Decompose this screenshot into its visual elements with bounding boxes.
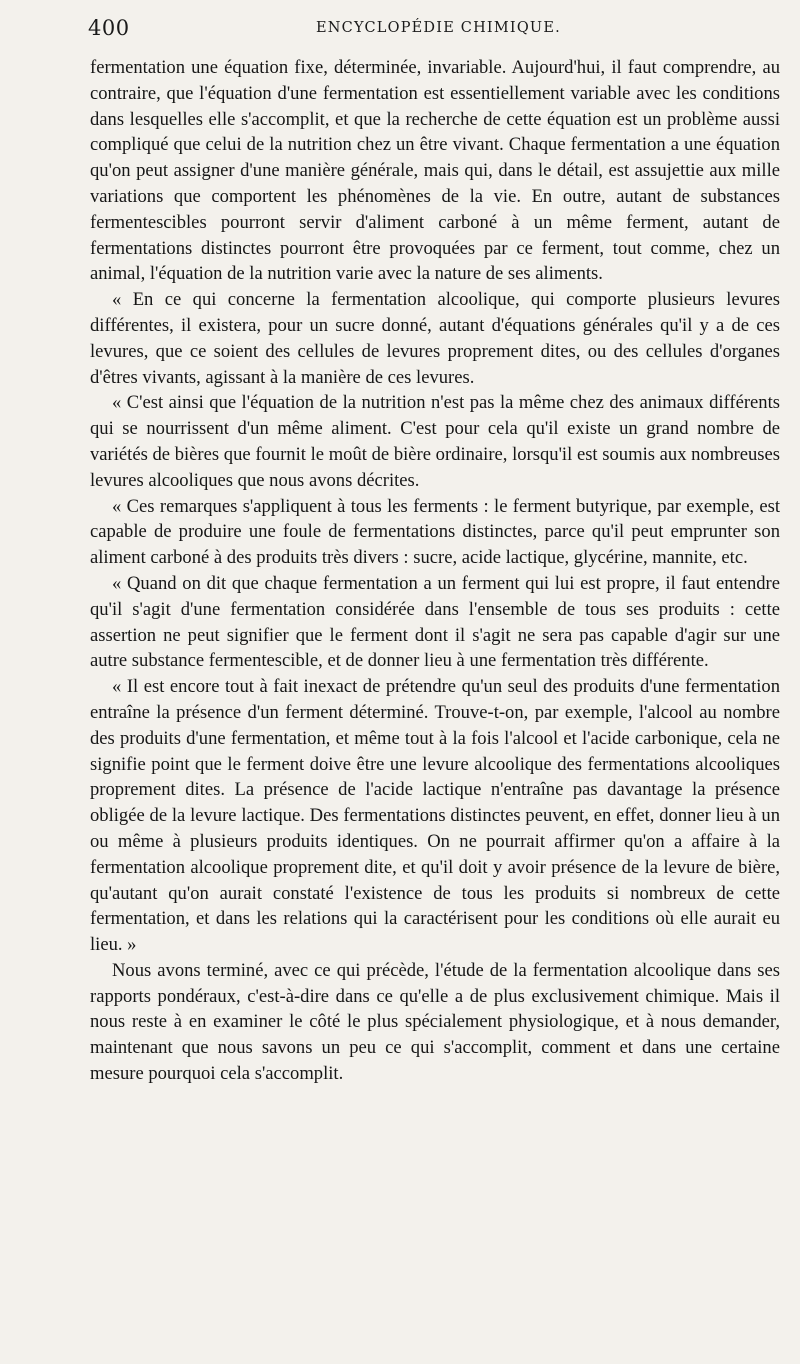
paragraph-continuation: fermentation une équation fixe, déterminée, invariable. Aujourd'hui, il faut comprendre, au contraire, que l'équation d'une fermentation est essentiellement variable avec les conditions dans lesquelles elle s'accomplit, et que la recherche de cette équation est un problème aussi compliqué que celui de la nutrition chez un être vivant. Chaque fermentation a une équation qu'on peut assigner d'une manière générale, mais qui, dans le détail, est assujettie aux mille variations que comportent les phénomènes de la vie. En outre, autant de substances fermentescibles pourront servir d'aliment carboné à un même ferment, autant de fermentations distinctes pourront être provoquées par ce ferment, tout comme, chez un animal, l'équation de la nutrition varie avec la nature de ses aliments. (90, 57, 780, 285)
paragraph-alcoholic-fermentation: « En ce qui concerne la fermentation alcoolique, qui comporte plusieurs levures différentes, il existera, pour un sucre donné, autant d'équations générales qu'il y a de ces levures, que ce soient des cellules de levures proprement dites, ou des cellules d'organes d'êtres vivants, agissant à la manière de ces levures. (90, 289, 780, 388)
paragraph-own-ferment: « Quand on dit que chaque fermentation a un ferment qui lui est propre, il faut entendre qu'il s'agit d'une fermentation considérée dans l'ensemble de tous ses produits : cette assertion ne peut signifier que le ferment dont il s'agit ne sera pas capable d'agir sur une autre substance fermentescible, et de donner lieu à une fermentation très différente. (90, 572, 780, 672)
paragraph-butyric-ferment: « Ces remarques s'appliquent à tous les ferments : le ferment butyrique, par exemple, est capable de produire une foule de fermentations distinctes, parce qu'il peut emprunter son aliment carboné à des produits très divers : sucre, acide lactique, glycérine, mannite, etc. (90, 495, 780, 569)
running-title: ENCYCLOPÉDIE CHIMIQUE. (316, 20, 561, 36)
page-number: 400 (88, 16, 130, 40)
paragraph-inexact-claim: « Il est encore tout à fait inexact de prétendre qu'un seul des produits d'une fermentation entraîne la présence d'un ferment déterminé. Trouve-t-on, par exemple, l'alcool au nombre des produits d'une fermentation, et même tout à la fois l'alcool et l'acide carbonique, cela ne signifie point que le ferment doive être une levure alcoolique des fermentations alcooliques proprement dites. La présence de l'acide lactique n'entraîne pas davantage la présence obligée de la levure lactique. Des fermentations distinctes peuvent, en effet, donner lieu à un ou même à plusieurs produits identiques. On ne pourrait affirmer qu'on a affaire à la fermentation alcoolique proprement dite, et qu'il doit y avoir présence de la levure de bière, qu'autant qu'on aurait constaté l'existence de tous les produits si nombreux de cette fermentation, et dans les relations qui la caractérisent pour les conditions où elle aurait eu lieu. » (90, 676, 780, 956)
page-header (88, 16, 800, 44)
body-text (90, 55, 780, 1087)
paragraph-conclusion: Nous avons terminé, avec ce qui précède, l'étude de la fermentation alcoolique dans ses rapports pondéraux, c'est-à-dire dans ce qu'elle a de plus exclusivement chimique. Mais il nous reste à en examiner le côté le plus spécialement physiologique, et à nous demander, maintenant que nous savons un peu ce qui s'accomplit, comment et dans une certaine mesure pourquoi cela s'accomplit. (90, 959, 780, 1085)
paragraph-nutrition-equation: « C'est ainsi que l'équation de la nutrition n'est pas la même chez des animaux différents qui se nourrissent d'un même aliment. C'est pour cela qu'il existe un grand nombre de variétés de bières que fournit le moût de bière ordinaire, lorsqu'il est soumis aux nombreuses levures alcooliques que nous avons décrites. (90, 392, 780, 491)
